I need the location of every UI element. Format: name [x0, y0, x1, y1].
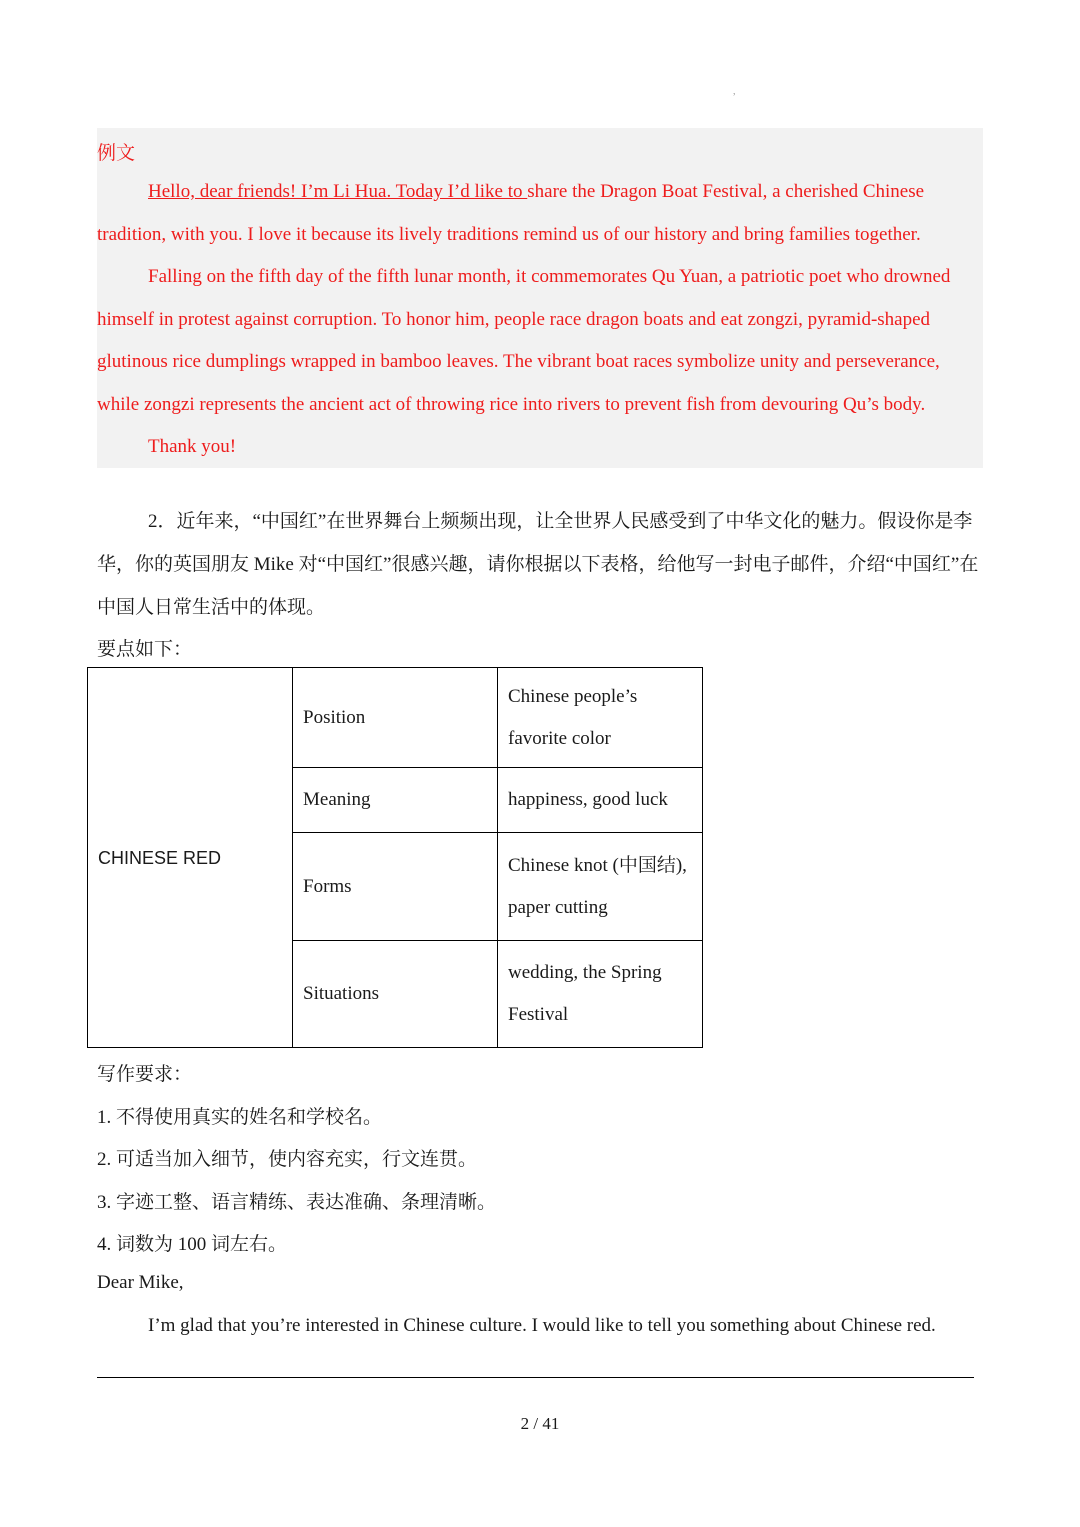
table-value-cell: happiness, good luck [498, 768, 703, 833]
text: share the Dragon Boat Festival, a cherished Chinese [527, 181, 925, 202]
table-value-cell [498, 668, 703, 768]
requirement-item: 2. 可适当加入细节，使内容充实，行文连贯。 [97, 1149, 478, 1170]
question-line: 2．近年来，“中国红”在世界舞台上频频出现，让全世界人民感受到了中华文化的魅力。假设你是李 [148, 511, 973, 532]
answer-line [97, 1377, 974, 1378]
question-line: 中国人日常生活中的体现。 [97, 597, 326, 618]
value-line: favorite color [508, 727, 611, 749]
page-number: 2 / 41 [520, 1414, 560, 1433]
sample-closing: Thank you! [148, 436, 237, 457]
value-line: Chinese people’s [508, 685, 638, 707]
table-key-cell: Forms [293, 833, 498, 941]
requirement-item: 4. 词数为 100 词左右。 [97, 1234, 288, 1255]
sample-paragraph-1 [148, 181, 924, 203]
table-title-cell: CHINESE RED [88, 668, 293, 1048]
table-key-cell: Position [293, 668, 498, 768]
mark: , [733, 86, 736, 97]
table-value-cell [498, 941, 703, 1048]
sample-line: tradition, with you. I love it because its lively traditions remind us of our history and bring families together. [97, 224, 921, 245]
table-value-cell [498, 833, 703, 941]
sample-line: himself in protest against corruption. To honor him, people race dragon boats and eat zongzi, pyramid-shaped [97, 309, 931, 330]
underlined-text: Hello, dear friends! I’m Li Hua. Today I’d like to [148, 181, 528, 202]
sample-essay-box [97, 128, 983, 468]
letter-opening: I’m glad that you’re interested in Chinese culture. I would like to tell you something about Chinese red. [148, 1315, 936, 1336]
question-line: 华，你的英国朋友 Mike 对“中国红”很感兴趣，请你根据以下表格，给他写一封电子邮件，介绍“中国红”在 [97, 554, 979, 575]
value-line: paper cutting [508, 896, 608, 918]
points-label: 要点如下： [97, 639, 193, 660]
sample-line: Falling on the fifth day of the fifth lunar month, it commemorates Qu Yuan, a patriotic poet who drowned [148, 266, 951, 287]
points-table [87, 667, 703, 1048]
sample-heading: 例文 [97, 143, 136, 164]
table-key-cell: Situations [293, 941, 498, 1048]
table-key-cell: Meaning [293, 768, 498, 833]
requirement-item: 3. 字迹工整、语言精练、表达准确、条理清晰。 [97, 1192, 497, 1213]
value-line: Festival [508, 1004, 569, 1025]
value-line: wedding, the Spring [508, 962, 662, 983]
value-line: Chinese knot (中国结), [508, 854, 687, 876]
letter-greeting: Dear Mike, [97, 1272, 184, 1293]
sample-line: while zongzi represents the ancient act of throwing rice into rivers to prevent fish from devouring Qu’s body. [97, 394, 926, 415]
requirements-label: 写作要求： [97, 1064, 193, 1085]
sample-line: glutinous rice dumplings wrapped in bamboo leaves. The vibrant boat races symbolize unity and perseverance, [97, 351, 940, 372]
requirement-item: 1. 不得使用真实的姓名和学校名。 [97, 1107, 383, 1128]
